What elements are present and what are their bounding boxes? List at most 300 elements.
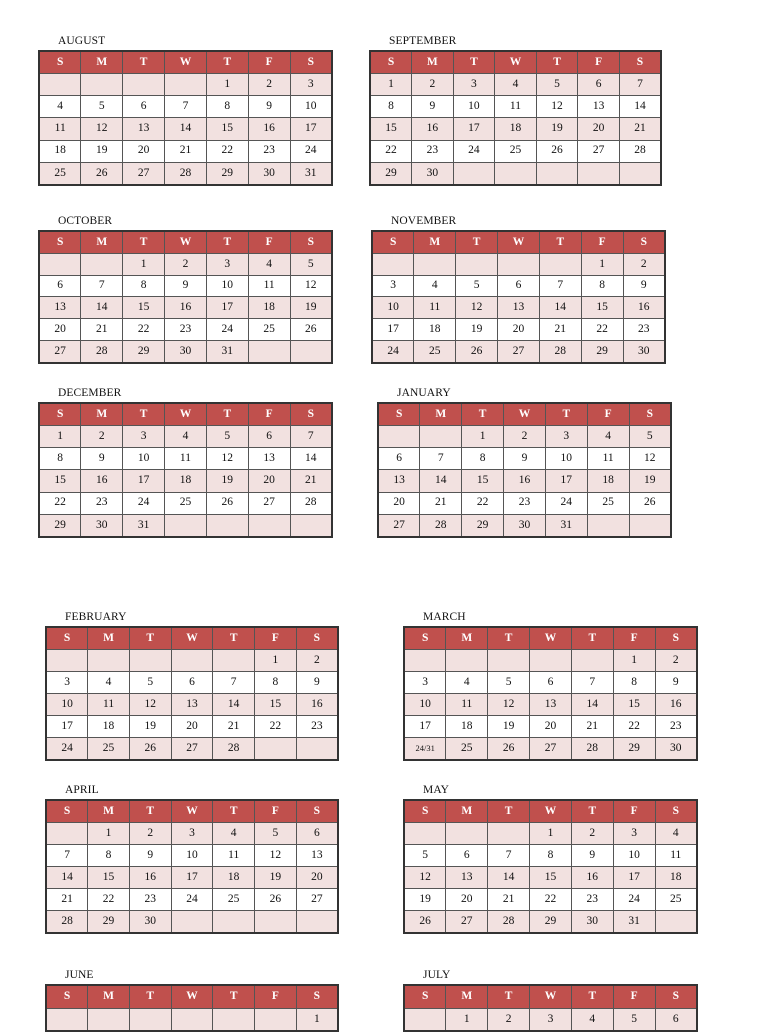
day-cell: 24 bbox=[613, 888, 655, 910]
day-cell: 1 bbox=[88, 823, 130, 845]
day-cell bbox=[404, 1008, 446, 1031]
week-row bbox=[46, 694, 338, 716]
day-cell: 1 bbox=[462, 426, 504, 448]
day-cell: 12 bbox=[456, 297, 498, 319]
day-cell: 15 bbox=[581, 297, 623, 319]
weekday-header: T bbox=[456, 231, 498, 254]
day-cell: 8 bbox=[581, 275, 623, 297]
week-row bbox=[39, 118, 332, 140]
day-cell bbox=[213, 910, 255, 933]
weekday-header: F bbox=[587, 403, 629, 426]
day-cell: 8 bbox=[255, 672, 297, 694]
weekday-header: S bbox=[619, 51, 661, 74]
day-cell bbox=[446, 650, 488, 672]
day-cell bbox=[578, 162, 620, 185]
week-row bbox=[372, 275, 665, 297]
day-cell: 5 bbox=[290, 254, 332, 276]
week-row bbox=[39, 162, 332, 185]
week-row bbox=[404, 888, 697, 910]
week-row bbox=[39, 448, 332, 470]
weekday-header: S bbox=[46, 985, 88, 1008]
day-cell bbox=[296, 910, 338, 933]
month-june bbox=[45, 969, 339, 1032]
day-cell bbox=[171, 1008, 213, 1031]
weekday-header: M bbox=[81, 51, 123, 74]
day-cell: 9 bbox=[412, 96, 454, 118]
day-cell bbox=[495, 162, 537, 185]
day-cell: 2 bbox=[296, 650, 338, 672]
day-cell: 24/31 bbox=[404, 737, 446, 760]
day-cell bbox=[129, 1008, 171, 1031]
day-cell: 26 bbox=[404, 910, 446, 933]
day-cell: 17 bbox=[171, 867, 213, 889]
day-cell: 10 bbox=[613, 845, 655, 867]
week-row bbox=[39, 514, 332, 537]
day-cell: 6 bbox=[378, 448, 420, 470]
week-row bbox=[39, 74, 332, 96]
day-cell: 21 bbox=[488, 888, 530, 910]
day-cell: 17 bbox=[613, 867, 655, 889]
day-cell bbox=[165, 514, 207, 537]
day-cell: 20 bbox=[530, 715, 572, 737]
day-cell: 29 bbox=[581, 340, 623, 363]
weekday-header: W bbox=[530, 800, 572, 823]
week-row bbox=[370, 118, 661, 140]
week-row bbox=[39, 254, 332, 276]
weekday-header: M bbox=[88, 627, 130, 650]
day-cell: 21 bbox=[420, 492, 462, 514]
day-cell: 19 bbox=[456, 319, 498, 341]
month-may bbox=[403, 784, 698, 934]
day-cell: 16 bbox=[81, 470, 123, 492]
weekday-header: W bbox=[495, 51, 537, 74]
day-cell: 17 bbox=[206, 297, 248, 319]
day-cell: 6 bbox=[296, 823, 338, 845]
day-cell: 18 bbox=[213, 867, 255, 889]
day-cell: 19 bbox=[290, 297, 332, 319]
day-cell: 12 bbox=[206, 448, 248, 470]
day-cell: 14 bbox=[539, 297, 581, 319]
day-cell: 26 bbox=[536, 140, 578, 162]
month-january bbox=[377, 387, 672, 538]
day-cell: 25 bbox=[446, 737, 488, 760]
month-title: MAY bbox=[423, 784, 450, 796]
day-cell: 21 bbox=[81, 319, 123, 341]
day-cell: 30 bbox=[81, 514, 123, 537]
day-cell: 3 bbox=[123, 426, 165, 448]
week-row bbox=[46, 1008, 338, 1031]
week-row bbox=[46, 672, 338, 694]
day-cell: 8 bbox=[370, 96, 412, 118]
day-cell bbox=[530, 650, 572, 672]
day-cell: 3 bbox=[404, 672, 446, 694]
day-cell: 30 bbox=[571, 910, 613, 933]
day-cell bbox=[414, 254, 456, 276]
day-cell: 26 bbox=[456, 340, 498, 363]
day-cell: 27 bbox=[530, 737, 572, 760]
day-cell: 3 bbox=[453, 74, 495, 96]
weekday-header: S bbox=[296, 985, 338, 1008]
day-cell: 17 bbox=[545, 470, 587, 492]
day-cell: 21 bbox=[213, 715, 255, 737]
day-cell: 11 bbox=[248, 275, 290, 297]
day-cell: 10 bbox=[290, 96, 332, 118]
day-cell: 25 bbox=[39, 162, 81, 185]
month-november bbox=[371, 215, 666, 364]
day-cell: 10 bbox=[123, 448, 165, 470]
day-cell: 28 bbox=[571, 737, 613, 760]
day-cell: 20 bbox=[378, 492, 420, 514]
day-cell: 7 bbox=[46, 845, 88, 867]
week-row bbox=[378, 448, 671, 470]
day-cell: 1 bbox=[255, 650, 297, 672]
day-cell bbox=[255, 737, 297, 760]
day-cell: 20 bbox=[248, 470, 290, 492]
weekday-header-row bbox=[39, 403, 332, 426]
day-cell: 28 bbox=[213, 737, 255, 760]
day-cell: 7 bbox=[290, 426, 332, 448]
weekday-header: S bbox=[46, 800, 88, 823]
month-title: NOVEMBER bbox=[391, 215, 457, 227]
week-row bbox=[39, 275, 332, 297]
day-cell: 5 bbox=[629, 426, 671, 448]
weekday-header: T bbox=[129, 985, 171, 1008]
week-row bbox=[372, 254, 665, 276]
month-august bbox=[38, 35, 333, 186]
day-cell: 2 bbox=[655, 650, 697, 672]
weekday-header: M bbox=[88, 800, 130, 823]
day-cell: 4 bbox=[248, 254, 290, 276]
day-cell: 1 bbox=[296, 1008, 338, 1031]
day-cell: 25 bbox=[88, 737, 130, 760]
day-cell: 14 bbox=[488, 867, 530, 889]
day-cell: 1 bbox=[581, 254, 623, 276]
day-cell: 9 bbox=[165, 275, 207, 297]
day-cell: 24 bbox=[453, 140, 495, 162]
day-cell bbox=[46, 1008, 88, 1031]
day-cell: 8 bbox=[530, 845, 572, 867]
weekday-header: S bbox=[290, 403, 332, 426]
day-cell: 11 bbox=[446, 694, 488, 716]
week-row bbox=[39, 470, 332, 492]
day-cell: 8 bbox=[88, 845, 130, 867]
day-cell: 30 bbox=[129, 910, 171, 933]
weekday-header-row bbox=[404, 800, 697, 823]
week-row bbox=[39, 96, 332, 118]
month-title: FEBRUARY bbox=[65, 611, 127, 623]
day-cell bbox=[46, 823, 88, 845]
weekday-header: S bbox=[39, 231, 81, 254]
month-september bbox=[369, 35, 662, 186]
day-cell: 10 bbox=[46, 694, 88, 716]
weekday-header-row bbox=[39, 231, 332, 254]
day-cell: 6 bbox=[123, 96, 165, 118]
day-cell bbox=[213, 1008, 255, 1031]
day-cell: 12 bbox=[536, 96, 578, 118]
day-cell: 12 bbox=[255, 845, 297, 867]
day-cell bbox=[446, 823, 488, 845]
day-cell: 20 bbox=[39, 319, 81, 341]
day-cell: 3 bbox=[46, 672, 88, 694]
month-december bbox=[38, 387, 333, 538]
day-cell: 11 bbox=[655, 845, 697, 867]
day-cell: 23 bbox=[129, 888, 171, 910]
day-cell: 4 bbox=[213, 823, 255, 845]
day-cell bbox=[536, 162, 578, 185]
day-cell: 18 bbox=[88, 715, 130, 737]
day-cell bbox=[46, 650, 88, 672]
weekday-header: F bbox=[248, 403, 290, 426]
day-cell bbox=[129, 650, 171, 672]
day-cell: 19 bbox=[129, 715, 171, 737]
day-cell: 9 bbox=[81, 448, 123, 470]
day-cell: 2 bbox=[623, 254, 665, 276]
day-cell: 21 bbox=[290, 470, 332, 492]
day-cell: 5 bbox=[536, 74, 578, 96]
day-cell: 17 bbox=[123, 470, 165, 492]
month-grid bbox=[371, 230, 666, 364]
weekday-header: S bbox=[404, 627, 446, 650]
weekday-header: T bbox=[571, 800, 613, 823]
day-cell bbox=[165, 74, 207, 96]
day-cell: 29 bbox=[206, 162, 248, 185]
day-cell: 23 bbox=[655, 715, 697, 737]
month-april bbox=[45, 784, 339, 934]
weekday-header: S bbox=[404, 800, 446, 823]
day-cell: 4 bbox=[88, 672, 130, 694]
day-cell: 14 bbox=[290, 448, 332, 470]
day-cell: 16 bbox=[412, 118, 454, 140]
day-cell: 14 bbox=[619, 96, 661, 118]
day-cell: 15 bbox=[123, 297, 165, 319]
weekday-header: T bbox=[213, 627, 255, 650]
month-grid bbox=[45, 984, 339, 1032]
week-row bbox=[404, 672, 697, 694]
day-cell: 1 bbox=[123, 254, 165, 276]
day-cell: 24 bbox=[372, 340, 414, 363]
day-cell: 4 bbox=[587, 426, 629, 448]
week-row bbox=[404, 650, 697, 672]
weekday-header: S bbox=[370, 51, 412, 74]
weekday-header: S bbox=[655, 985, 697, 1008]
day-cell bbox=[456, 254, 498, 276]
day-cell: 4 bbox=[414, 275, 456, 297]
month-title: JANUARY bbox=[397, 387, 451, 399]
day-cell: 17 bbox=[453, 118, 495, 140]
weekday-header: F bbox=[255, 627, 297, 650]
day-cell: 26 bbox=[255, 888, 297, 910]
day-cell: 23 bbox=[165, 319, 207, 341]
week-row bbox=[39, 297, 332, 319]
day-cell: 27 bbox=[296, 888, 338, 910]
day-cell: 30 bbox=[623, 340, 665, 363]
day-cell: 5 bbox=[404, 845, 446, 867]
month-title: MARCH bbox=[423, 611, 466, 623]
day-cell: 8 bbox=[39, 448, 81, 470]
weekday-header: T bbox=[462, 403, 504, 426]
day-cell bbox=[248, 340, 290, 363]
day-cell bbox=[39, 74, 81, 96]
month-title: JUNE bbox=[65, 969, 94, 981]
weekday-header: T bbox=[206, 403, 248, 426]
day-cell: 22 bbox=[123, 319, 165, 341]
day-cell bbox=[171, 650, 213, 672]
weekday-header: T bbox=[453, 51, 495, 74]
month-grid bbox=[403, 626, 698, 761]
day-cell: 2 bbox=[571, 823, 613, 845]
day-cell: 7 bbox=[488, 845, 530, 867]
day-cell: 14 bbox=[213, 694, 255, 716]
weekday-header: T bbox=[206, 51, 248, 74]
day-cell: 29 bbox=[462, 514, 504, 537]
day-cell: 9 bbox=[504, 448, 546, 470]
month-title: OCTOBER bbox=[58, 215, 113, 227]
day-cell: 21 bbox=[619, 118, 661, 140]
day-cell: 6 bbox=[530, 672, 572, 694]
day-cell: 10 bbox=[404, 694, 446, 716]
day-cell: 23 bbox=[81, 492, 123, 514]
day-cell: 19 bbox=[206, 470, 248, 492]
weekday-header: M bbox=[88, 985, 130, 1008]
weekday-header: S bbox=[404, 985, 446, 1008]
day-cell: 7 bbox=[539, 275, 581, 297]
week-row bbox=[404, 910, 697, 933]
day-cell: 15 bbox=[530, 867, 572, 889]
day-cell: 18 bbox=[655, 867, 697, 889]
day-cell: 5 bbox=[456, 275, 498, 297]
day-cell: 1 bbox=[206, 74, 248, 96]
day-cell: 31 bbox=[290, 162, 332, 185]
weekday-header: M bbox=[420, 403, 462, 426]
day-cell: 28 bbox=[81, 340, 123, 363]
week-row bbox=[46, 867, 338, 889]
day-cell: 5 bbox=[488, 672, 530, 694]
day-cell bbox=[171, 910, 213, 933]
day-cell: 3 bbox=[290, 74, 332, 96]
day-cell: 25 bbox=[165, 492, 207, 514]
day-cell: 3 bbox=[613, 823, 655, 845]
day-cell: 1 bbox=[530, 823, 572, 845]
day-cell: 15 bbox=[462, 470, 504, 492]
weekday-header: T bbox=[213, 985, 255, 1008]
day-cell: 1 bbox=[446, 1008, 488, 1031]
day-cell: 10 bbox=[171, 845, 213, 867]
week-row bbox=[404, 867, 697, 889]
day-cell: 21 bbox=[46, 888, 88, 910]
day-cell: 6 bbox=[655, 1008, 697, 1031]
day-cell: 5 bbox=[129, 672, 171, 694]
day-cell: 28 bbox=[165, 162, 207, 185]
weekday-header: T bbox=[488, 627, 530, 650]
day-cell: 13 bbox=[378, 470, 420, 492]
day-cell bbox=[498, 254, 540, 276]
day-cell: 18 bbox=[39, 140, 81, 162]
day-cell: 14 bbox=[46, 867, 88, 889]
week-row bbox=[46, 888, 338, 910]
day-cell: 20 bbox=[171, 715, 213, 737]
month-july bbox=[403, 969, 698, 1032]
weekday-header-row bbox=[39, 51, 332, 74]
day-cell: 22 bbox=[462, 492, 504, 514]
weekday-header-row bbox=[370, 51, 661, 74]
day-cell: 29 bbox=[613, 737, 655, 760]
week-row bbox=[46, 845, 338, 867]
day-cell: 20 bbox=[296, 867, 338, 889]
day-cell: 14 bbox=[165, 118, 207, 140]
day-cell: 1 bbox=[613, 650, 655, 672]
day-cell: 12 bbox=[290, 275, 332, 297]
day-cell bbox=[248, 514, 290, 537]
day-cell: 11 bbox=[39, 118, 81, 140]
day-cell: 7 bbox=[420, 448, 462, 470]
day-cell: 8 bbox=[123, 275, 165, 297]
day-cell: 27 bbox=[248, 492, 290, 514]
week-row bbox=[378, 470, 671, 492]
day-cell: 8 bbox=[462, 448, 504, 470]
month-grid bbox=[45, 799, 339, 934]
day-cell: 6 bbox=[578, 74, 620, 96]
day-cell: 2 bbox=[488, 1008, 530, 1031]
day-cell: 18 bbox=[248, 297, 290, 319]
day-cell: 28 bbox=[619, 140, 661, 162]
weekday-header: T bbox=[488, 985, 530, 1008]
day-cell: 19 bbox=[488, 715, 530, 737]
day-cell bbox=[372, 254, 414, 276]
day-cell bbox=[290, 340, 332, 363]
day-cell: 25 bbox=[587, 492, 629, 514]
day-cell bbox=[420, 426, 462, 448]
day-cell: 15 bbox=[88, 867, 130, 889]
day-cell: 2 bbox=[248, 74, 290, 96]
month-title: SEPTEMBER bbox=[389, 35, 457, 47]
weekday-header: S bbox=[296, 627, 338, 650]
weekday-header: S bbox=[290, 51, 332, 74]
day-cell: 19 bbox=[255, 867, 297, 889]
month-title: JULY bbox=[423, 969, 451, 981]
day-cell: 8 bbox=[613, 672, 655, 694]
week-row bbox=[370, 162, 661, 185]
day-cell bbox=[378, 426, 420, 448]
weekday-header: W bbox=[530, 985, 572, 1008]
day-cell: 14 bbox=[571, 694, 613, 716]
day-cell bbox=[629, 514, 671, 537]
week-row bbox=[370, 74, 661, 96]
week-row bbox=[378, 514, 671, 537]
weekday-header: T bbox=[206, 231, 248, 254]
day-cell: 11 bbox=[88, 694, 130, 716]
day-cell: 7 bbox=[619, 74, 661, 96]
day-cell bbox=[255, 1008, 297, 1031]
day-cell: 10 bbox=[206, 275, 248, 297]
day-cell: 11 bbox=[213, 845, 255, 867]
day-cell: 24 bbox=[171, 888, 213, 910]
day-cell: 26 bbox=[129, 737, 171, 760]
day-cell: 4 bbox=[446, 672, 488, 694]
day-cell: 25 bbox=[655, 888, 697, 910]
day-cell: 4 bbox=[165, 426, 207, 448]
day-cell: 12 bbox=[629, 448, 671, 470]
day-cell: 23 bbox=[296, 715, 338, 737]
day-cell: 17 bbox=[404, 715, 446, 737]
day-cell: 2 bbox=[129, 823, 171, 845]
day-cell: 17 bbox=[290, 118, 332, 140]
day-cell: 16 bbox=[248, 118, 290, 140]
day-cell: 13 bbox=[530, 694, 572, 716]
day-cell: 5 bbox=[255, 823, 297, 845]
day-cell: 15 bbox=[255, 694, 297, 716]
day-cell: 3 bbox=[171, 823, 213, 845]
weekday-header: S bbox=[372, 231, 414, 254]
